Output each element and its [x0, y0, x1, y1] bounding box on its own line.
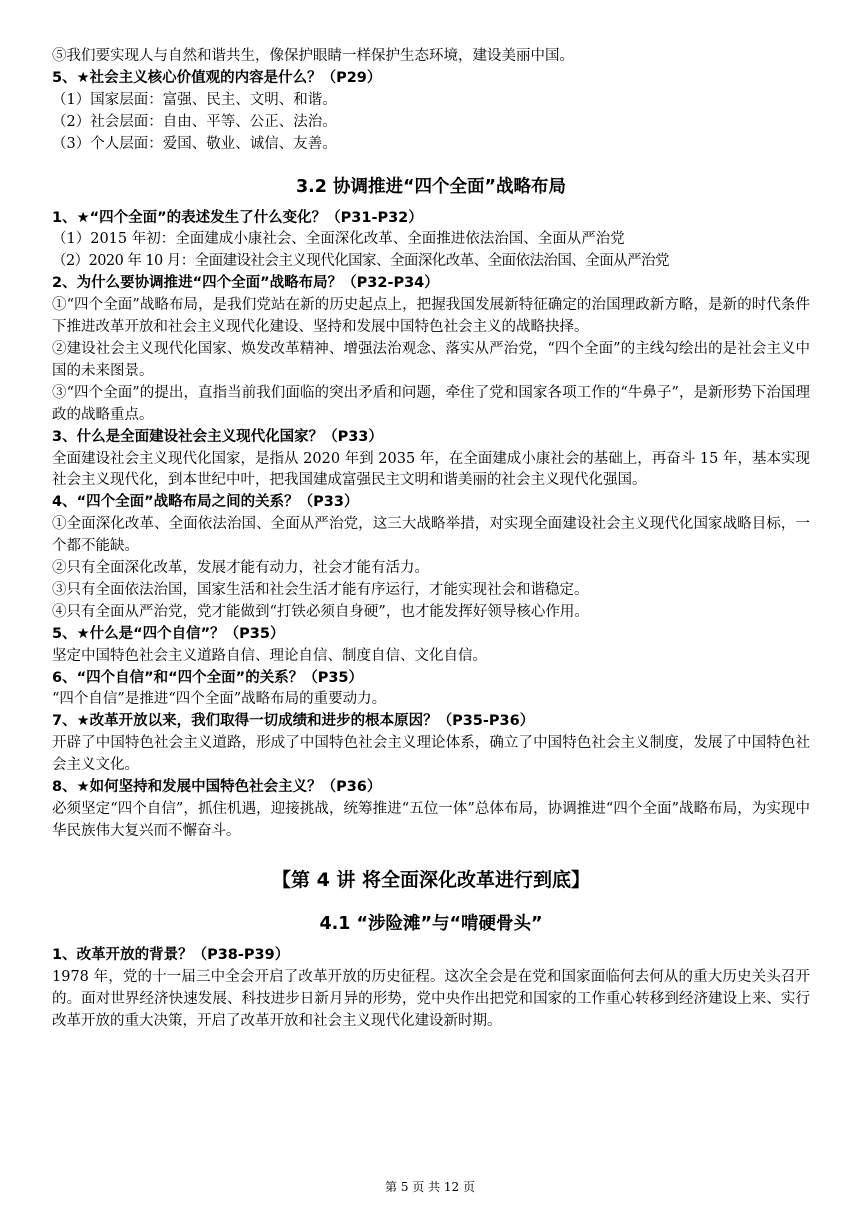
- answer-item: ②只有全面深化改革，发展才能有动力，社会才能有活力。: [52, 560, 429, 577]
- answer-paragraph: ②建设社会主义现代化国家、焕发改革精神、增强法治观念、落实从严治党，“四个全面”的主线勾绘出的是社会主义中国的未来图景。: [52, 340, 810, 379]
- text-line: ⑤我们要实现人与自然和谐共生，像保护眼睛一样保护生态环境，建设美丽中国。: [52, 48, 574, 64]
- question-heading: 6、“四个自信”和“四个全面”的关系？（P35）: [52, 669, 364, 686]
- question-heading: 5、★社会主义核心价值观的内容是什么？（P29）: [52, 69, 382, 86]
- answer-item: ④只有全面从严治党，党才能做到“打铁必须自身硬”，也才能发挥好领导核心作用。: [52, 603, 589, 620]
- chapter-title: 【第 4 讲 将全面深化改革进行到底】: [271, 868, 591, 891]
- question-heading: 3、什么是全面建设社会主义现代化国家？（P33）: [52, 428, 383, 445]
- answer-paragraph: 1978 年，党的十一届三中全会开启了改革开放的历史征程。这次全会是在党和国家面临何去何从的重大历史关头召开的。面对世界经济快速发展、科技进步日新月异的形势，党中央作出把党和国家的工作重心转移到经济建设上来、实行改革开放的重大决策，开启了改革开放和社会主义现代化建设新时期。: [52, 968, 810, 1029]
- answer-item: “四个自信”是推进“四个全面”战略布局的重要动力。: [52, 691, 387, 708]
- section-title: 4.1 “涉险滩”与“啃硬骨头”: [319, 913, 543, 934]
- answer-paragraph: ①全面深化改革、全面依法治国、全面从严治党，这三大战略举措，对实现全面建设社会主义现代化国家战略目标，一个都不能缺。: [52, 516, 810, 555]
- answer-item: 坚定中国特色社会主义道路自信、理论自信、制度自信、文化自信。: [52, 647, 487, 664]
- answer-item: （1）2015 年初：全面建成小康社会、全面深化改革、全面推进依法治国、全面从严治党: [52, 231, 625, 248]
- answer-item: （2）2020 年 10 月：全面建设社会主义现代化国家、全面深化改革、全面依法治国、全面从严治党: [52, 253, 669, 270]
- question-heading: 7、★改革开放以来，我们取得一切成绩和进步的根本原因？（P35-P36）: [52, 713, 535, 730]
- answer-paragraph: ③“四个全面”的提出，直指当前我们面临的突出矛盾和问题，牵住了党和国家各项工作的“牛鼻子”，是新形势下治国理政的战略重点。: [52, 384, 810, 423]
- question-heading: 5、★什么是“四个自信”？（P35）: [52, 625, 285, 642]
- answer-paragraph: 全面建设社会主义现代化国家，是指从 2020 年到 2035 年，在全面建成小康社会的基础上，再奋斗 15 年，基本实现社会主义现代化，到本世纪中叶，把我国建成富强民主文明和谐美丽的社会主义现代化强国。: [52, 450, 810, 489]
- document-page: [52, 46, 810, 1032]
- section-title: 3.2 协调推进“四个全面”战略布局: [295, 176, 567, 197]
- answer-paragraph: 开辟了中国特色社会主义道路，形成了中国特色社会主义理论体系，确立了中国特色社会主义制度，发展了中国特色社会主义文化。: [52, 735, 810, 774]
- page-footer: 第 5 页 共 12 页: [385, 1180, 475, 1194]
- answer-item: （2）社会层面：自由、平等、公正、法治。: [52, 113, 337, 130]
- question-heading: 8、★如何坚持和发展中国特色社会主义？（P36）: [52, 779, 382, 796]
- answer-item: （3）个人层面：爱国、敬业、诚信、友善。: [52, 135, 337, 152]
- answer-paragraph: ①“四个全面”战略布局，是我们党站在新的历史起点上，把握我国发展新特征确定的治国理政新方略，是新的时代条件下推进改革开放和社会主义现代化建设、坚持和发展中国特色社会主义的战略抉择。: [52, 297, 810, 336]
- answer-item: ③只有全面依法治国，国家生活和社会生活才能有序运行，才能实现社会和谐稳定。: [52, 581, 589, 598]
- answer-paragraph: 必须坚定“四个自信”，抓住机遇，迎接挑战，统筹推进“五位一体”总体布局，协调推进“四个全面”战略布局，为实现中华民族伟大复兴而不懈奋斗。: [52, 801, 810, 839]
- question-heading: 2、为什么要协调推进“四个全面”战略布局？（P32-P34）: [52, 275, 439, 292]
- question-heading: 1、改革开放的背景？（P38-P39）: [52, 946, 290, 963]
- question-heading: 1、★“四个全面”的表述发生了什么变化？（P31-P32）: [52, 209, 423, 226]
- answer-item: （1）国家层面：富强、民主、文明、和谐。: [52, 91, 337, 108]
- question-heading: 4、“四个全面”战略布局之间的关系？（P33）: [52, 494, 359, 511]
